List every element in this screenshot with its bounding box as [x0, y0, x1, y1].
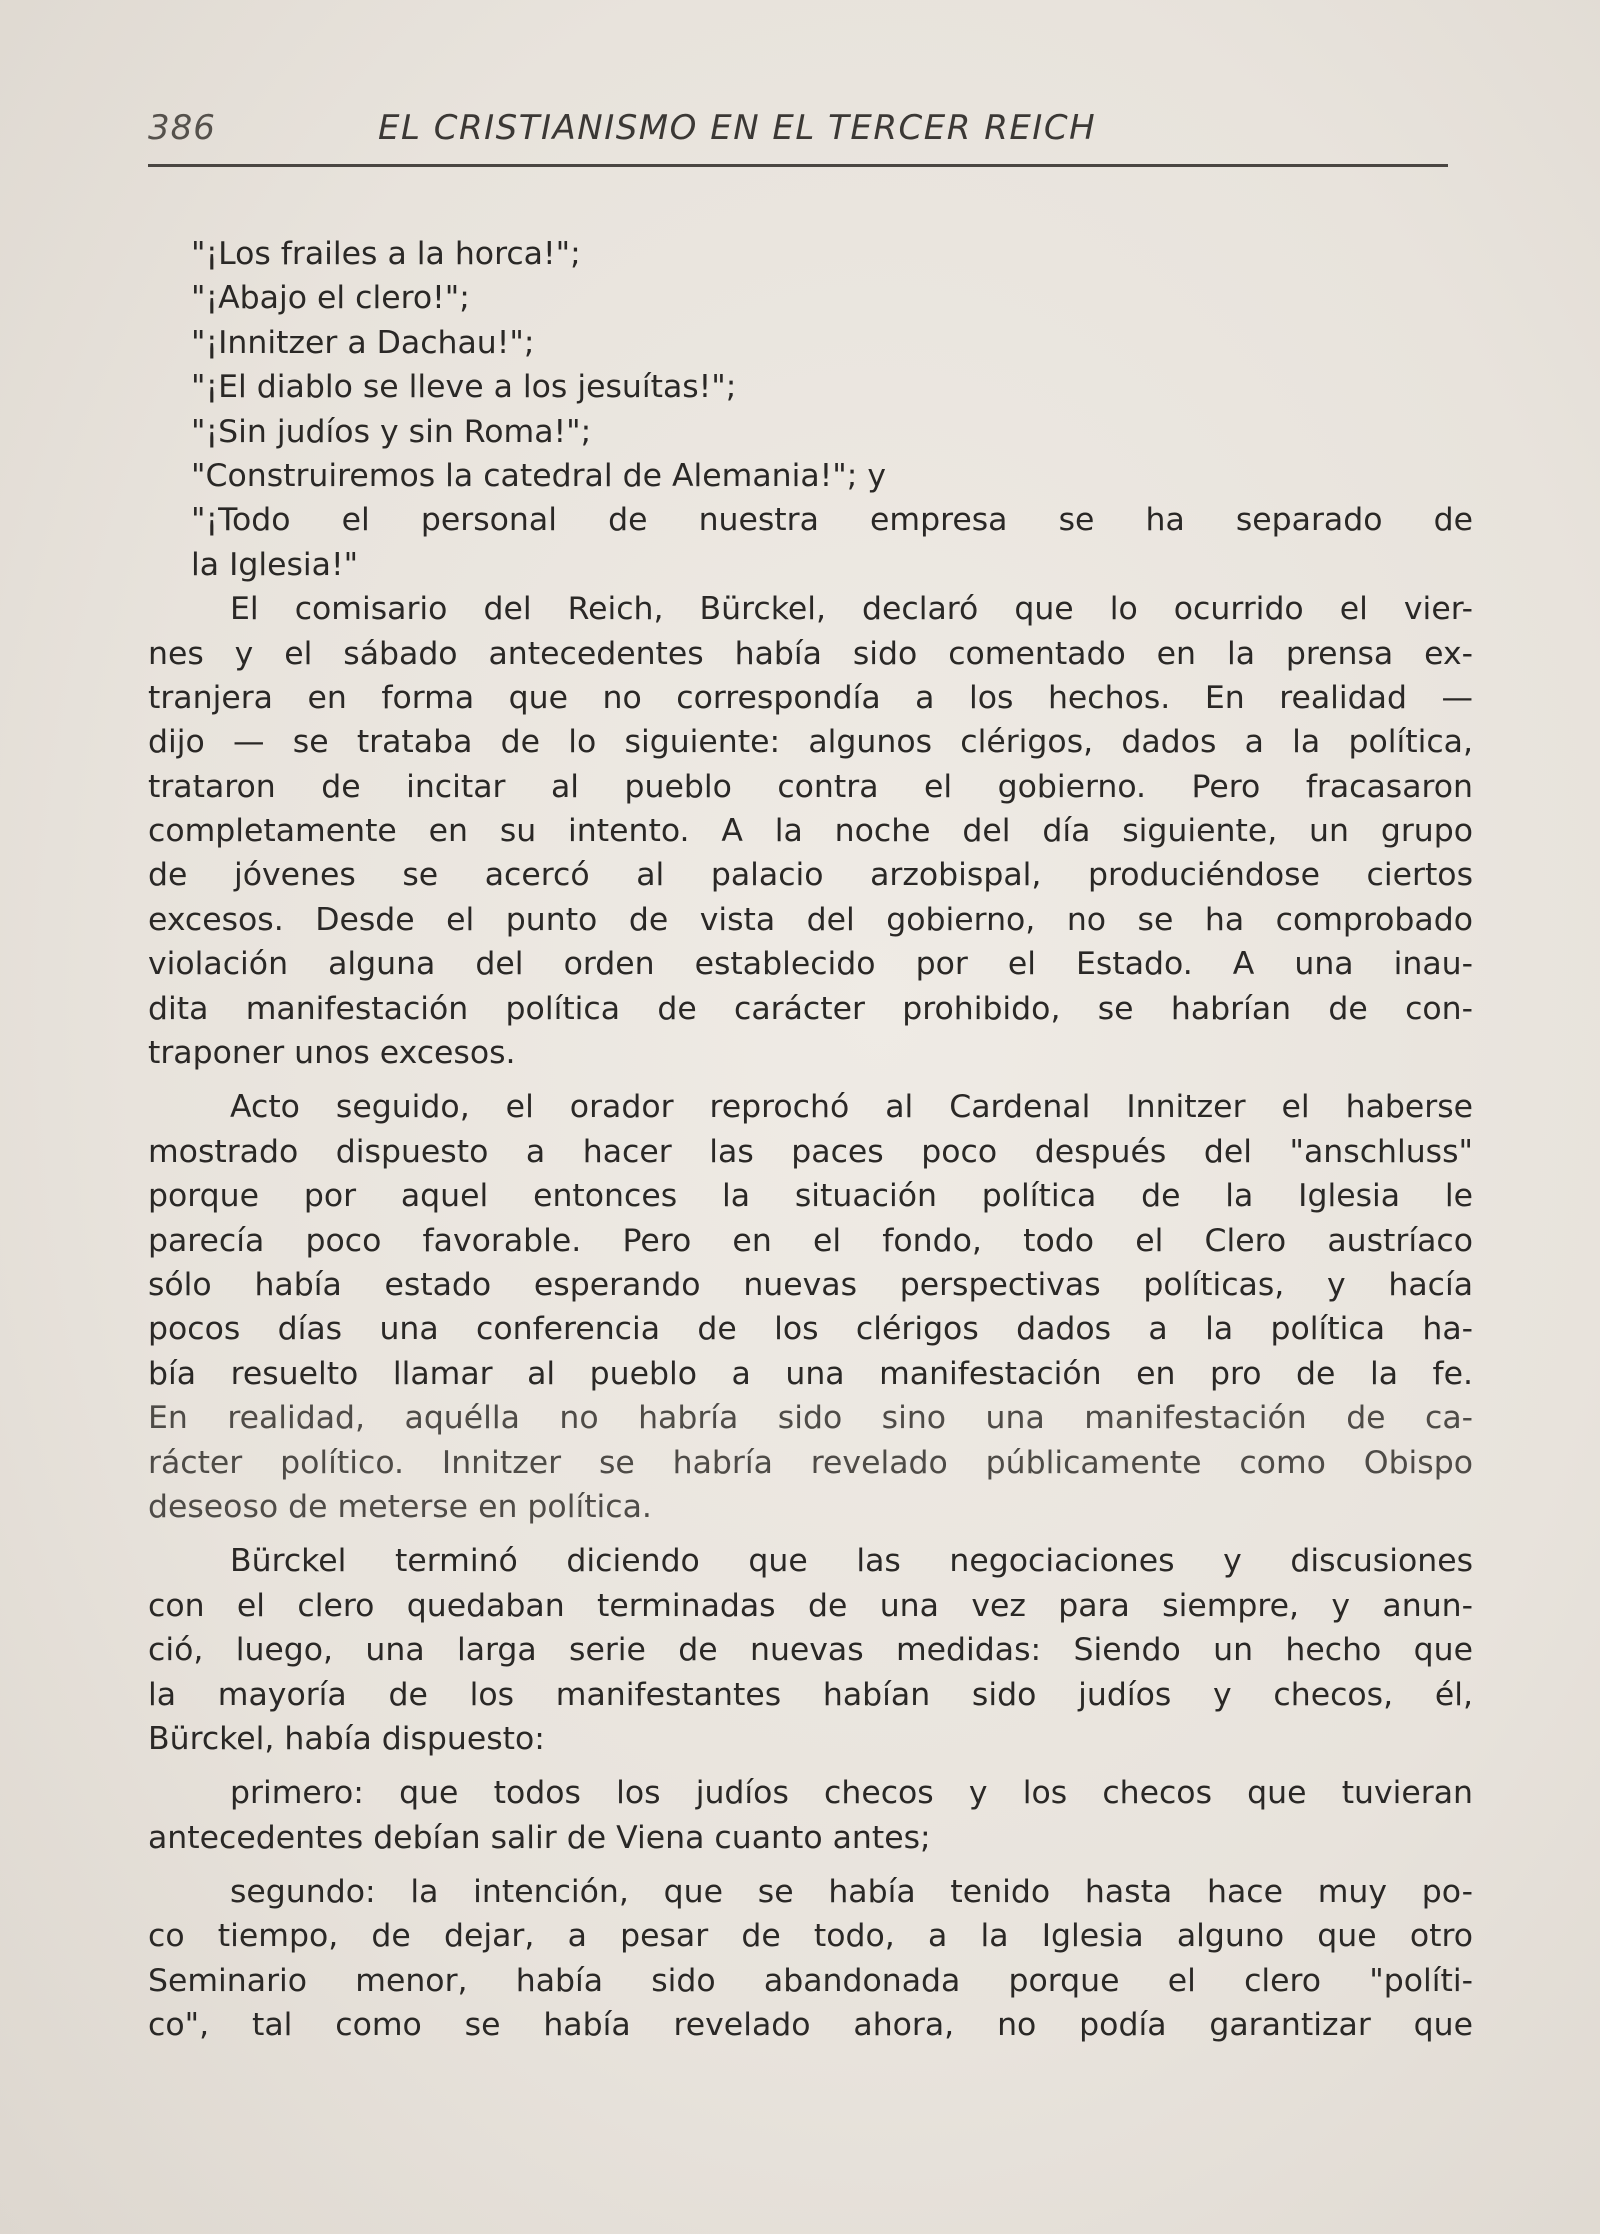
text-line: con el clero quedaban terminadas de una vez para siempre, y anun- — [148, 1587, 1473, 1624]
text-line: parecía poco favorable. Pero en el fondo, todo el Clero austríaco — [148, 1222, 1473, 1259]
page-header — [148, 108, 1448, 154]
text-line: co", tal como se había revelado ahora, no podía garantizar que — [148, 2007, 1473, 2044]
text-line: excesos. Desde el punto de vista del gobierno, no se ha comprobado — [148, 901, 1473, 938]
quote-line: "¡Todo el personal de nuestra empresa se ha separado de — [191, 502, 1473, 539]
text-line: rácter político. Innitzer se habría revelado públicamente como Obispo — [148, 1444, 1473, 1481]
text-line: mostrado dispuesto a hacer las paces poco después del "anschluss" — [148, 1133, 1473, 1170]
text-line: primero: que todos los judíos checos y los checos que tuvieran — [230, 1775, 1473, 1812]
running-title: EL CRISTIANISMO EN EL TERCER REICH — [378, 108, 1097, 148]
text-line: traponer unos excesos. — [148, 1035, 516, 1072]
text-line: bía resuelto llamar al pueblo a una manifestación en pro de la fe. — [148, 1355, 1473, 1392]
text-line: Seminario menor, había sido abandonada porque el clero "políti- — [148, 1962, 1473, 1999]
text-line: dijo — se trataba de lo siguiente: algunos clérigos, dados a la política, — [148, 724, 1473, 761]
text-line: co tiempo, de dejar, a pesar de todo, a la Iglesia alguno que otro — [148, 1918, 1473, 1955]
text-line: nes y el sábado antecedentes había sido comentado en la prensa ex- — [148, 635, 1473, 672]
paragraph — [148, 1539, 1473, 1761]
quote-line: "¡Innitzer a Dachau!"; — [191, 324, 535, 361]
text-line: Bürckel terminó diciendo que las negociaciones y discusiones — [230, 1543, 1473, 1580]
text-line: segundo: la intención, que se había tenido hasta hace muy po- — [230, 1874, 1473, 1911]
text-line: la mayoría de los manifestantes habían sido judíos y checos, él, — [148, 1676, 1473, 1713]
text-line: trataron de incitar al pueblo contra el gobierno. Pero fracasaron — [148, 768, 1473, 805]
text-line: deseoso de meterse en política. — [148, 1488, 652, 1525]
header-rule — [148, 164, 1448, 167]
page-body — [148, 232, 1473, 2048]
text-line: tranjera en forma que no correspondía a los hechos. En realidad — — [148, 679, 1473, 716]
text-line: antecedentes debían salir de Viena cuanto antes; — [148, 1819, 931, 1856]
text-line: Bürckel, había dispuesto: — [148, 1720, 545, 1757]
text-line: Acto seguido, el orador reprochó al Cardenal Innitzer el haberse — [230, 1089, 1473, 1126]
quote-line: "¡El diablo se lleve a los jesuítas!"; — [191, 369, 737, 406]
text-line: de jóvenes se acercó al palacio arzobispal, produciéndose ciertos — [148, 857, 1473, 894]
quote-block — [148, 232, 1473, 587]
page-number: 386 — [148, 108, 216, 148]
quote-line: "¡Los frailes a la horca!"; — [191, 236, 581, 272]
paragraph — [148, 1771, 1473, 1860]
paragraph — [148, 587, 1473, 1075]
paragraph — [148, 1085, 1473, 1529]
text-line: El comisario del Reich, Bürckel, declaró que lo ocurrido el vier- — [230, 591, 1473, 628]
quote-line: "Construiremos la catedral de Alemania!"; y — [191, 457, 887, 494]
quote-line: "¡Abajo el clero!"; — [191, 280, 470, 317]
paragraph — [148, 1870, 1473, 2048]
text-line: ció, luego, una larga serie de nuevas medidas: Siendo un hecho que — [148, 1632, 1473, 1669]
text-line: porque por aquel entonces la situación política de la Iglesia le — [148, 1178, 1473, 1215]
text-line: En realidad, aquélla no habría sido sino una manifestación de ca- — [148, 1400, 1473, 1437]
quote-line: "¡Sin judíos y sin Roma!"; — [191, 413, 592, 450]
text-line: sólo había estado esperando nuevas perspectivas políticas, y hacía — [148, 1266, 1473, 1303]
text-line: violación alguna del orden establecido por el Estado. A una inau- — [148, 946, 1473, 983]
text-line: dita manifestación política de carácter prohibido, se habrían de con- — [148, 990, 1473, 1027]
text-line: pocos días una conferencia de los clérigos dados a la política ha- — [148, 1311, 1473, 1348]
quote-line: la Iglesia!" — [191, 546, 359, 583]
text-line: completamente en su intento. A la noche del día siguiente, un grupo — [148, 813, 1473, 850]
